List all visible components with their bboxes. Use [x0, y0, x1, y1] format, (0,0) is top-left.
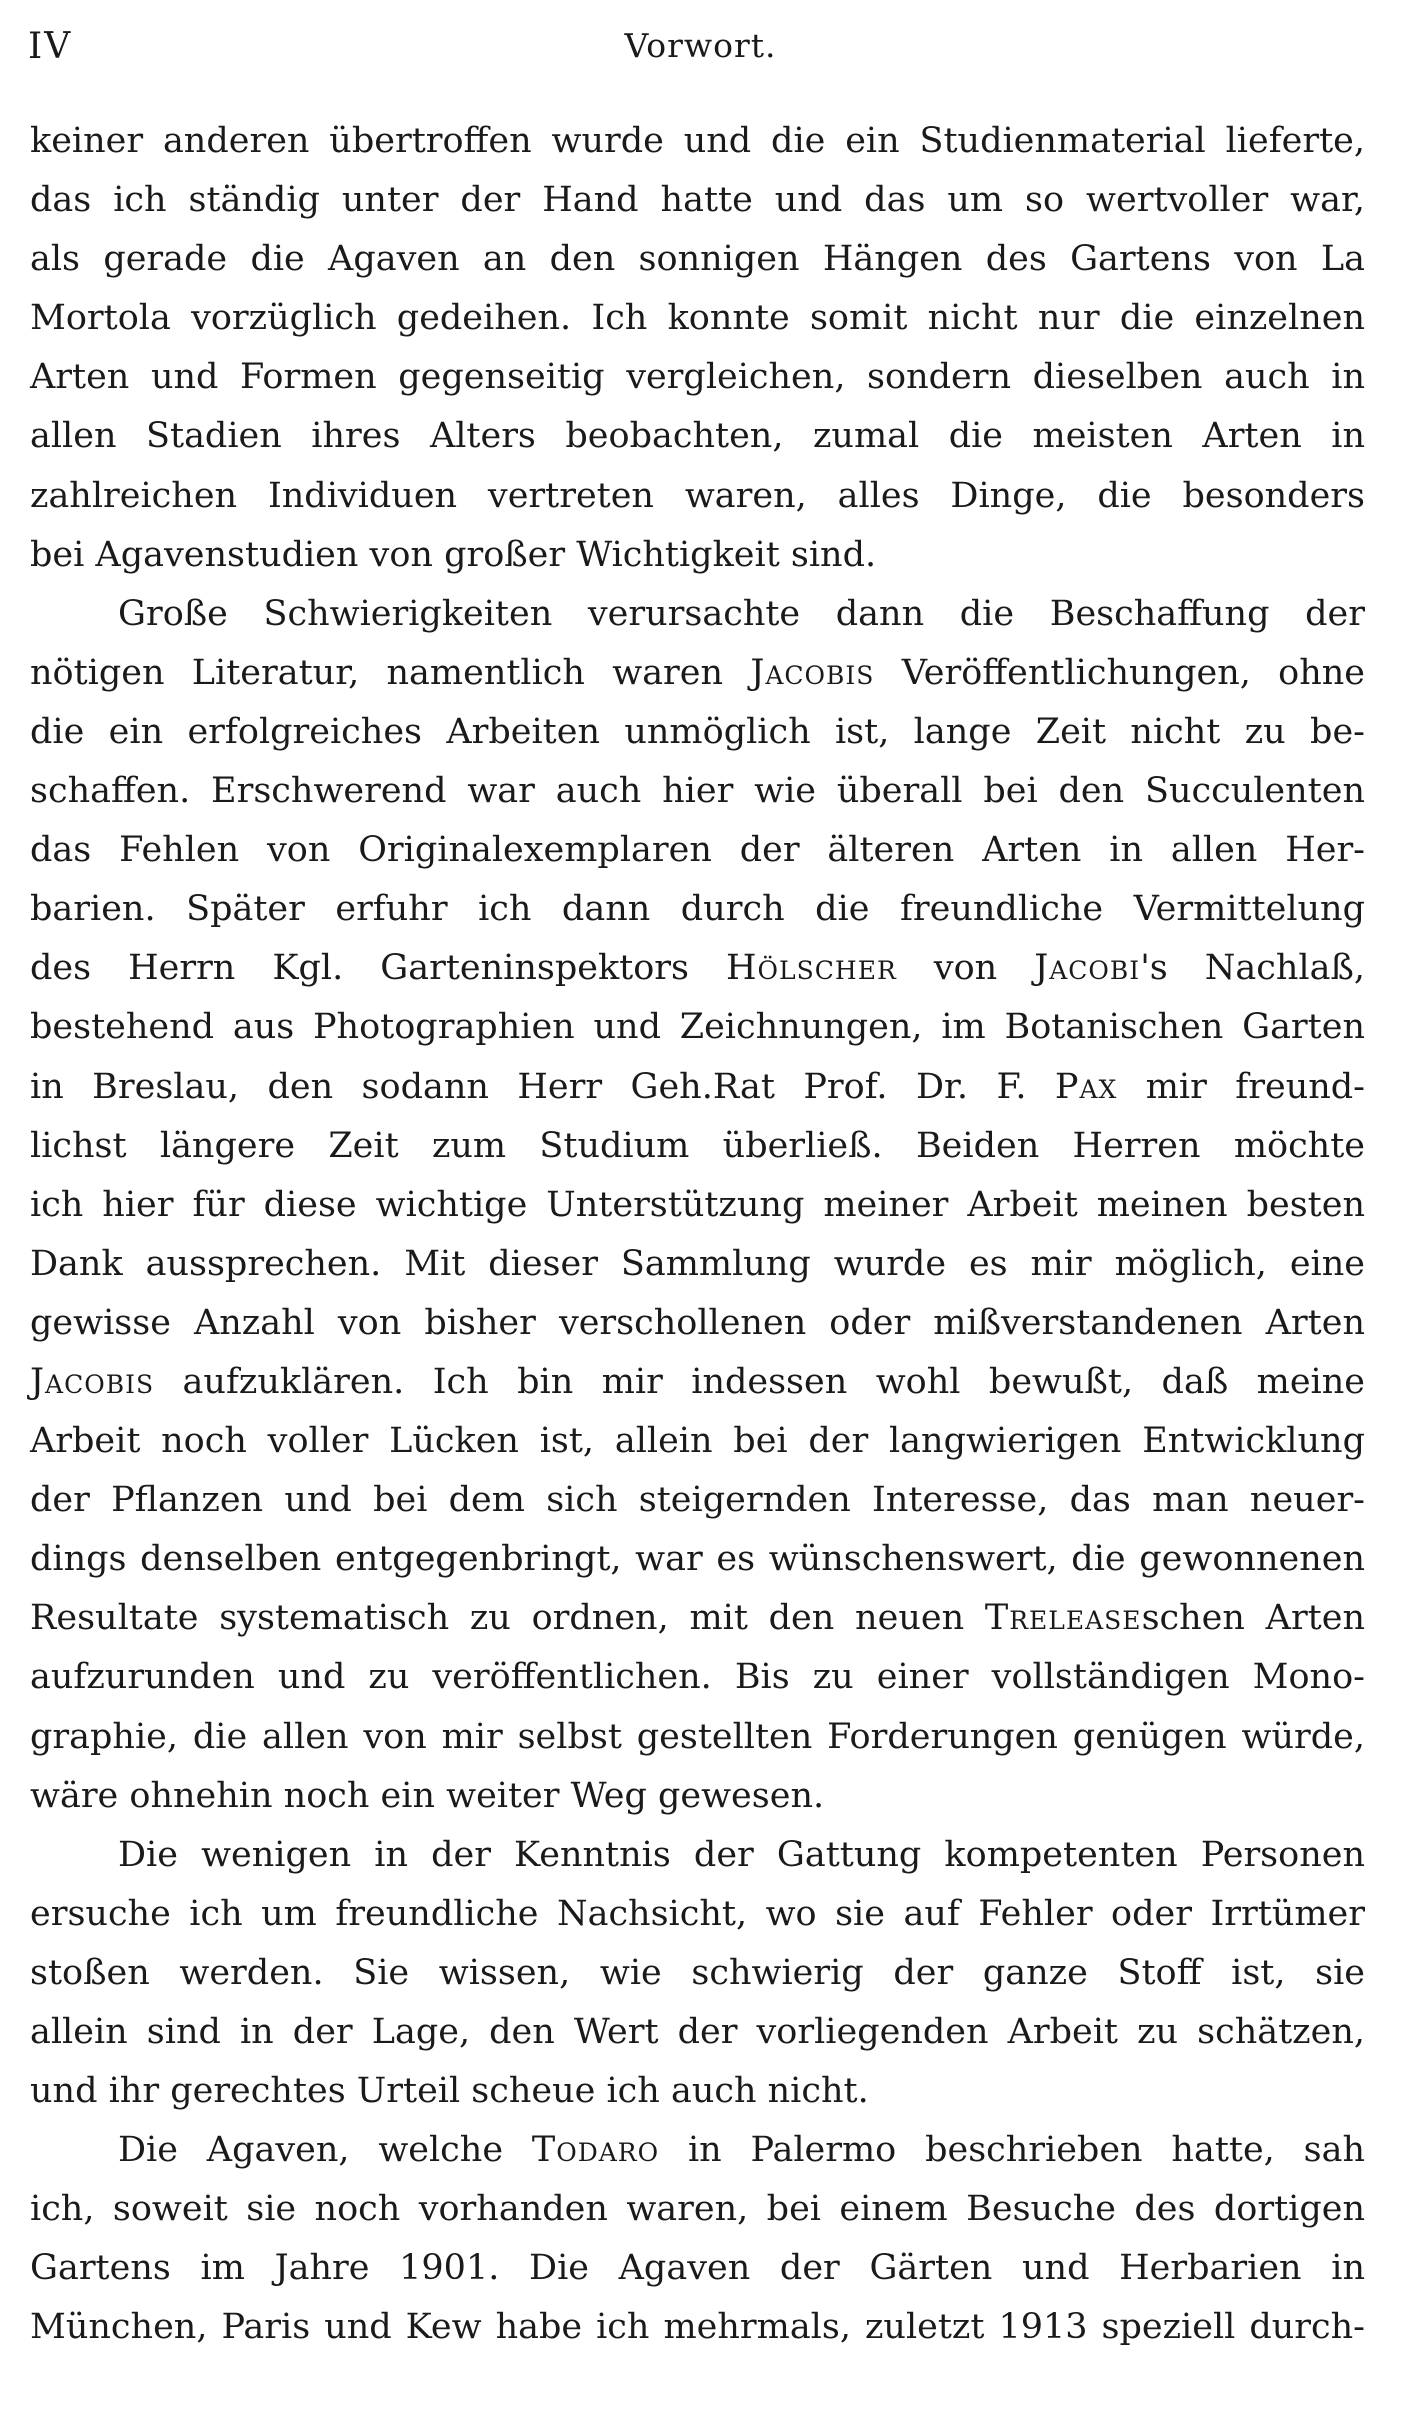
text-line: Große Schwierigkeiten verursachte dann die Beschaffung der	[118, 593, 1365, 634]
text-line: der Pflanzen und bei dem sich steigernden Interesse, das man neuer-	[30, 1480, 1365, 1521]
author-name: Todaro	[531, 2130, 660, 2171]
text-line: des Herrn Kgl. Garteninspektors Hölscher von Jacobi's Nachlaß,	[30, 948, 1365, 989]
text-line: ersuche ich um freundliche Nachsicht, wo sie auf Fehler oder Irrtümer	[30, 1893, 1365, 1934]
text-line: Die wenigen in der Kenntnis der Gattung kompetenten Personen	[118, 1834, 1365, 1875]
text-line: Jacobis aufzuklären. Ich bin mir indessen wohl bewußt, daß meine	[30, 1361, 1365, 1402]
paragraph	[30, 112, 1365, 585]
text-line: zahlreichen Individuen vertreten waren, alles Dinge, die besonders	[30, 475, 1365, 516]
paragraph	[30, 1826, 1365, 2121]
text-line: wäre ohnehin noch ein weiter Weg gewesen.	[30, 1775, 825, 1816]
text-line: Dank aussprechen. Mit dieser Sammlung wurde es mir möglich, eine	[30, 1243, 1365, 1284]
text-line: in Breslau, den sodann Herr Geh.Rat Prof. Dr. F. Pax mir freund-	[30, 1066, 1366, 1107]
text-line: München, Paris und Kew habe ich mehrmals, zuletzt 1913 speziell durch-	[30, 2307, 1365, 2348]
author-name: Jacobis	[30, 1361, 155, 1402]
text-line: Resultate systematisch zu ordnen, mit den neuen Treleaseschen Arten	[30, 1598, 1365, 1639]
text-line: allein sind in der Lage, den Wert der vorliegenden Arbeit zu schätzen,	[30, 2012, 1365, 2052]
page-header	[28, 26, 1373, 76]
text-line: stoßen werden. Sie wissen, wie schwierig der ganze Stoff ist, sie	[30, 1952, 1365, 1993]
author-name: Jacobis	[750, 652, 875, 693]
text-line: barien. Später erfuhr ich dann durch die freundliche Vermittelung	[30, 889, 1365, 930]
text-line: bestehend aus Photographien und Zeichnungen, im Botanischen Garten	[30, 1007, 1365, 1048]
text-line: als gerade die Agaven an den sonnigen Hängen des Gartens von La	[30, 239, 1365, 280]
text-line: und ihr gerechtes Urteil scheue ich auch nicht.	[30, 2071, 869, 2112]
text-line: aufzurunden und zu veröffentlichen. Bis zu einer vollständigen Mono-	[30, 1657, 1365, 1698]
body-text	[30, 112, 1365, 2358]
text-line: das ich ständig unter der Hand hatte und das um so wertvoller war,	[30, 180, 1365, 221]
text-line: die ein erfolgreiches Arbeiten unmöglich ist, lange Zeit nicht zu be-	[30, 711, 1365, 752]
author-name: Hölscher	[726, 948, 897, 989]
text-line: gewisse Anzahl von bisher verschollenen oder mißverstandenen Arten	[30, 1302, 1365, 1343]
text-line: das Fehlen von Originalexemplaren der älteren Arten in allen Her-	[30, 830, 1365, 871]
text-line: nötigen Literatur, namentlich waren Jacobis Veröffentlichungen, ohne	[30, 652, 1365, 693]
text-line: lichst längere Zeit zum Studium überließ. Beiden Herren möchte	[30, 1125, 1365, 1166]
author-name: Trelease	[984, 1598, 1142, 1639]
text-line: Gartens im Jahre 1901. Die Agaven der Gärten und Herbarien in	[30, 2248, 1365, 2289]
paragraph	[30, 585, 1365, 1826]
running-title: Vorwort.	[624, 26, 777, 65]
author-name: Jacobi	[1034, 948, 1141, 989]
text-line: Die Agaven, welche Todaro in Palermo beschrieben hatte, sah	[118, 2130, 1365, 2171]
text-line: Arten und Formen gegenseitig vergleichen, sondern dieselben auch in	[30, 357, 1365, 398]
text-line: bei Agavenstudien von großer Wichtigkeit sind.	[30, 534, 877, 575]
text-line: schaffen. Erschwerend war auch hier wie überall bei den Succulenten	[30, 771, 1365, 812]
text-line: ich, soweit sie noch vorhanden waren, bei einem Besuche des dortigen	[30, 2189, 1365, 2230]
text-line: dings denselben entgegenbringt, war es wünschenswert, die gewonnenen	[30, 1539, 1365, 1580]
text-line: ich hier für diese wichtige Unterstützung meiner Arbeit meinen besten	[30, 1184, 1365, 1225]
text-line: keiner anderen übertroffen wurde und die ein Studienmaterial lieferte,	[30, 121, 1365, 161]
page-number: IV	[28, 26, 73, 67]
text-line: Mortola vorzüglich gedeihen. Ich konnte somit nicht nur die einzelnen	[30, 298, 1365, 339]
text-line: graphie, die allen von mir selbst gestellten Forderungen genügen würde,	[30, 1716, 1365, 1757]
text-line: Arbeit noch voller Lücken ist, allein bei der langwierigen Entwicklung	[30, 1421, 1365, 1462]
paragraph	[30, 2121, 1365, 2357]
text-line: allen Stadien ihres Alters beobachten, zumal die meisten Arten in	[30, 416, 1365, 457]
author-name: Pax	[1054, 1066, 1118, 1107]
